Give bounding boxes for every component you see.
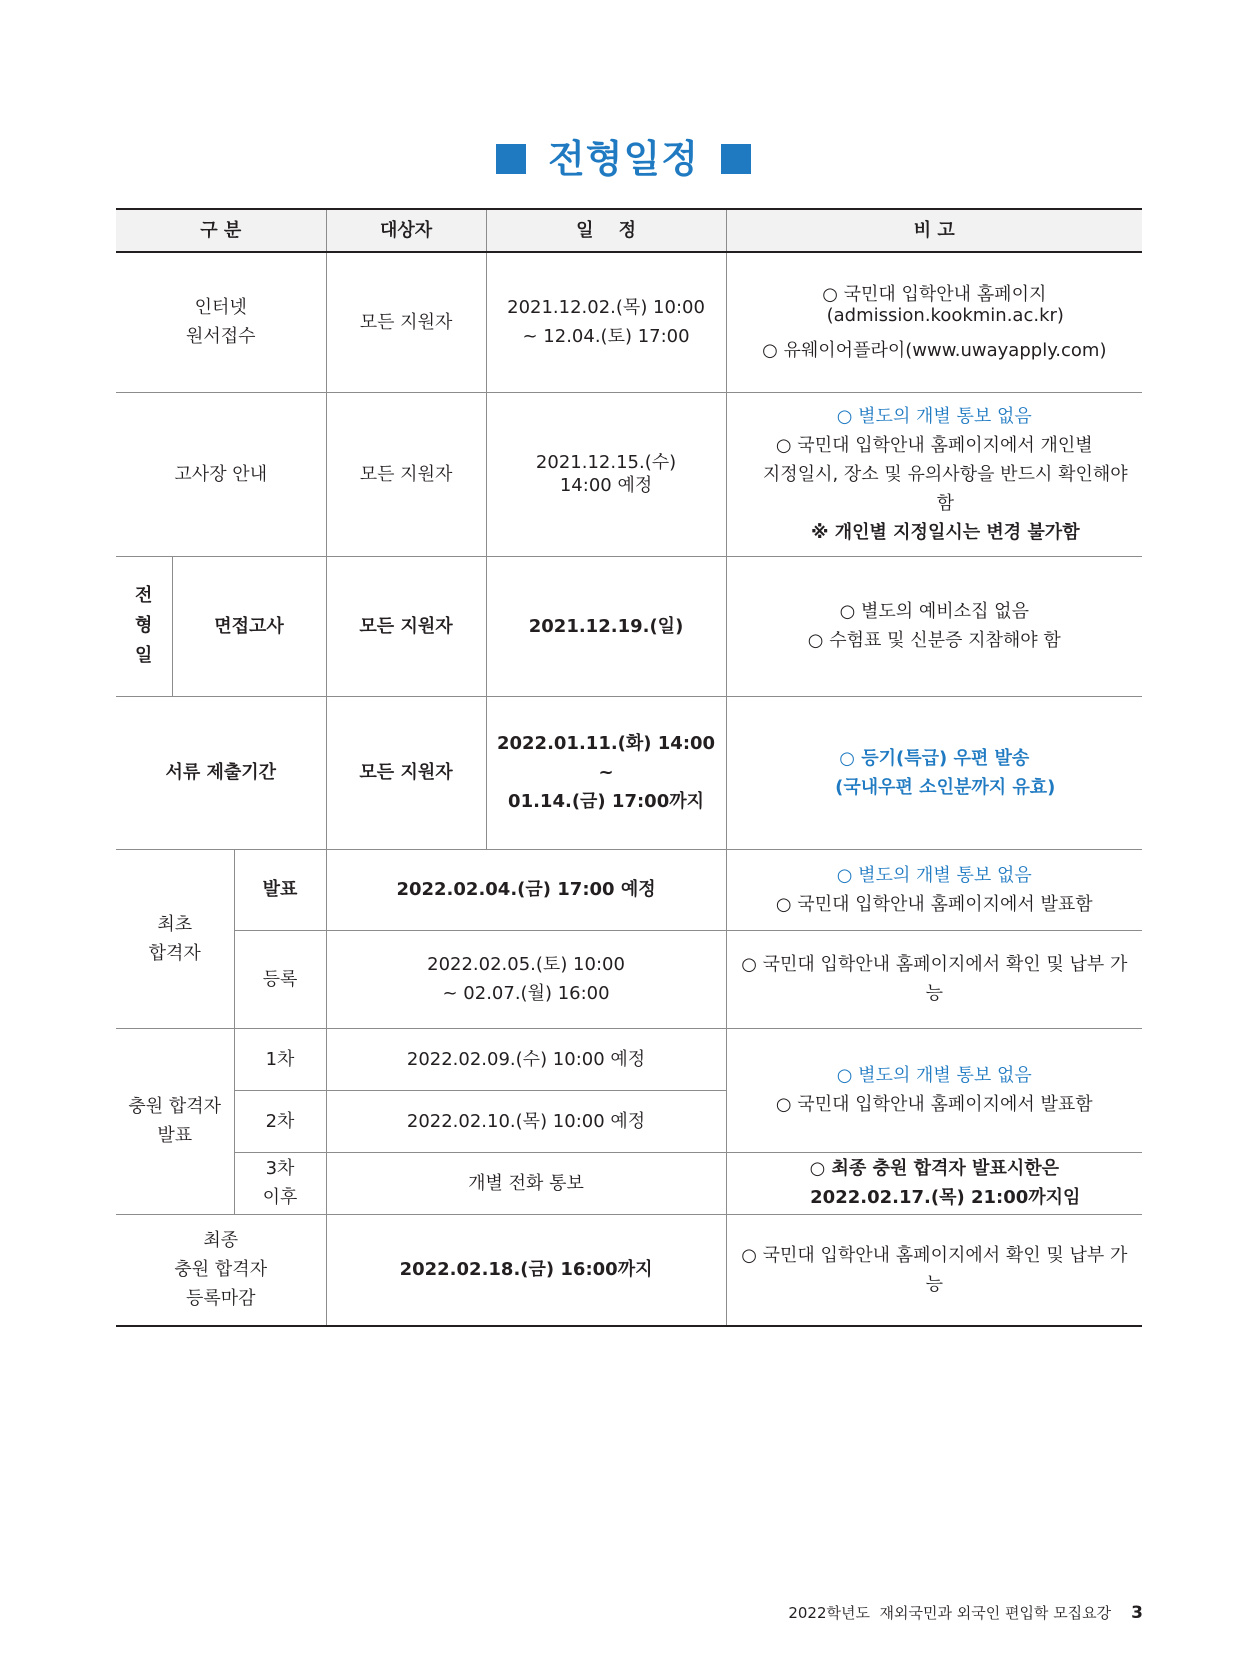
table-row — [116, 1028, 1142, 1090]
header-category: 구 분 — [116, 209, 326, 252]
row-note: ○ 국민대 입학안내 홈페이지 (admission.kookmin.ac.kr) ○ 유웨이어플라이(www.uwayapply.com) — [726, 252, 1142, 392]
square-bullet-icon — [721, 144, 751, 174]
group-label: 충원 합격자 발표 — [116, 1028, 234, 1214]
row-date: 2021.12.15.(수) 14:00 예정 — [486, 392, 726, 556]
table-header-row — [116, 209, 1142, 252]
row-date: 2022.02.04.(금) 17:00 예정 — [326, 849, 726, 930]
header-target: 대상자 — [326, 209, 486, 252]
row-note: ○ 별도의 예비소집 없음 ○ 수험표 및 신분증 지참해야 함 — [726, 556, 1142, 696]
row-date: 2021.12.02.(목) 10:00 ~ 12.04.(토) 17:00 — [486, 252, 726, 392]
page-title-text: 전형일정 — [548, 137, 699, 181]
row-target: 모든 지원자 — [326, 696, 486, 849]
row-target: 모든 지원자 — [326, 556, 486, 696]
row-date: 2022.02.10.(목) 10:00 예정 — [326, 1090, 726, 1152]
row-note: ○ 최종 충원 합격자 발표시한은 2022.02.17.(목) 21:00까지임 — [726, 1152, 1142, 1214]
row-label: 인터넷 원서접수 — [116, 252, 326, 392]
page-number: 3 — [1131, 1603, 1143, 1623]
row-label: 서류 제출기간 — [116, 696, 326, 849]
table-row — [116, 696, 1142, 849]
row-note: ○ 국민대 입학안내 홈페이지에서 확인 및 납부 가능 — [726, 930, 1142, 1028]
row-note: ○ 국민대 입학안내 홈페이지에서 확인 및 납부 가능 — [726, 1214, 1142, 1326]
page-footer — [788, 1602, 1143, 1623]
row-note: ○ 별도의 개별 통보 없음 ○ 국민대 입학안내 홈페이지에서 발표함 — [726, 849, 1142, 930]
row-date: 2021.12.19.(일) — [486, 556, 726, 696]
row-label: 등록 — [234, 930, 326, 1028]
row-date: 개별 전화 통보 — [326, 1152, 726, 1214]
row-label: 발표 — [234, 849, 326, 930]
row-date: 2022.01.11.(화) 14:00 ~ 01.14.(금) 17:00까지 — [486, 696, 726, 849]
row-note: ○ 별도의 개별 통보 없음 ○ 국민대 입학안내 홈페이지에서 발표함 — [726, 1028, 1142, 1152]
row-label: 면접고사 — [172, 556, 326, 696]
schedule-table — [116, 208, 1142, 1327]
row-label: 2차 — [234, 1090, 326, 1152]
row-note: ○ 별도의 개별 통보 없음 ○ 국민대 입학안내 홈페이지에서 개인별 지정일시, 장소 및 유의사항을 반드시 확인해야 함 ※ 개인별 지정일시는 변경 불가함 — [726, 392, 1142, 556]
row-label: 3차 이후 — [234, 1152, 326, 1214]
row-date: 2022.02.09.(수) 10:00 예정 — [326, 1028, 726, 1090]
table-row — [116, 930, 1142, 1028]
row-label: 최종 충원 합격자 등록마감 — [116, 1214, 326, 1326]
table-row — [116, 1152, 1142, 1214]
group-label-vertical: 전 형 일 — [116, 556, 172, 696]
row-target: 모든 지원자 — [326, 252, 486, 392]
page-title — [0, 128, 1247, 183]
table-row — [116, 1214, 1142, 1326]
square-bullet-icon — [496, 144, 526, 174]
header-date: 일 정 — [486, 209, 726, 252]
row-date: 2022.02.05.(토) 10:00 ~ 02.07.(월) 16:00 — [326, 930, 726, 1028]
table-row — [116, 556, 1142, 696]
footer-text: 2022학년도 재외국민과 외국인 편입학 모집요강 — [788, 1604, 1112, 1622]
row-note: ○ 등기(특급) 우편 발송 (국내우편 소인분까지 유효) — [726, 696, 1142, 849]
table-row — [116, 252, 1142, 392]
table-row — [116, 392, 1142, 556]
row-label: 고사장 안내 — [116, 392, 326, 556]
row-target: 모든 지원자 — [326, 392, 486, 556]
table-row — [116, 849, 1142, 930]
row-label: 1차 — [234, 1028, 326, 1090]
row-date: 2022.02.18.(금) 16:00까지 — [326, 1214, 726, 1326]
group-label: 최초 합격자 — [116, 849, 234, 1028]
header-note: 비 고 — [726, 209, 1142, 252]
